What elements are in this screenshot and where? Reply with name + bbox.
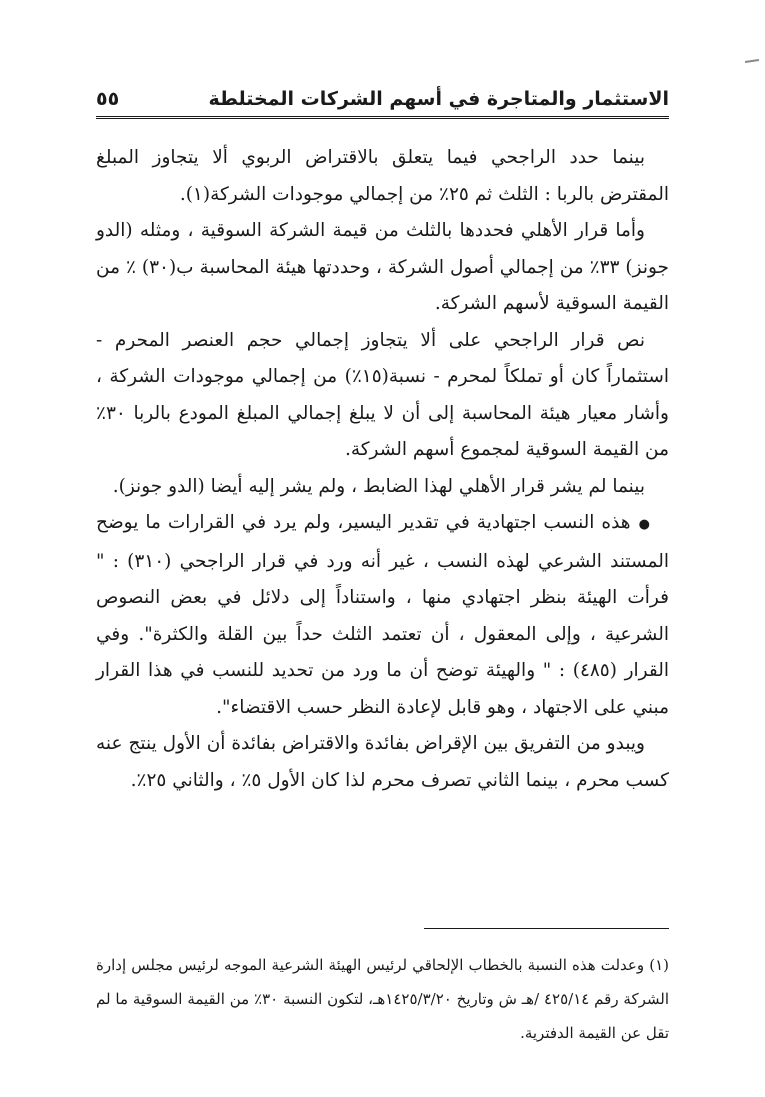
page-header bbox=[96, 70, 669, 119]
paragraph: وأما قرار الأهلي فحددها بالثلث من قيمة الشركة السوقية ، ومثله (الدو جونز) ٣٣٪ من إجمالي أصول الشركة ، وحددتها هيئة المحاسبة ب(٣٠) ٪ من القيمة السوقية لأسهم الشركة. bbox=[96, 220, 669, 314]
scan-mark bbox=[745, 59, 759, 63]
footnote-separator bbox=[424, 928, 669, 929]
paragraph: بينما حدد الراجحي فيما يتعلق بالاقتراض الربوي ألا يتجاوز المبلغ المقترض بالربا : الثلث ثم ٢٥٪ من إجمالي موجودات الشركة(١). bbox=[96, 147, 669, 205]
paragraph: بينما لم يشر قرار الأهلي لهذا الضابط ، ولم يشر إليه أيضا (الدو جونز). bbox=[112, 475, 645, 497]
body-text bbox=[96, 140, 669, 799]
bullet-icon: ● bbox=[638, 517, 651, 532]
page-number: ٥٥ bbox=[96, 88, 120, 110]
bullet-paragraph bbox=[96, 505, 669, 726]
paragraph: ويبدو من التفريق بين الإقراض بفائدة والاقتراض بفائدة أن الأول ينتج عنه كسب محرم ، بينما الثاني تصرف محرم لذا كان الأول ٥٪ ، والثاني ٢٥٪. bbox=[96, 733, 669, 791]
paragraph: نص قرار الراجحي على ألا يتجاوز إجمالي حجم العنصر المحرم - استثماراً كان أو تملكاً لمحرم - نسبة(١٥٪) من إجمالي موجودات الشركة ، وأشار معيار هيئة المحاسبة إلى أن لا يبلغ إجمالي المبلغ المودع بالربا ٣٠٪ من القيمة السوقية لمجموع أسهم الشركة. bbox=[96, 329, 669, 460]
bullet-paragraph-text: هذه النسب اجتهادية في تقدير اليسير، ولم يرد في القرارات ما يوضح المستند الشرعي لهذه النسب ، غير أنه ورد في قرار الراجحي (٣١٠) : " فرأت الهيئة بنظر اجتهادي منها ، واستناداً إلى دلائل في بعض النصوص الشرعية ، وإلى المعقول ، أن تعتمد الثلث حداً بين القلة والكثرة". وفي القرار (٤٨٥) : " والهيئة توضح أن ما ورد من تحديد للنسب في هذا القرار مبني على الاجتهاد ، وهو قابل لإعادة النظر حسب الاقتضاء". bbox=[96, 512, 669, 718]
footnote bbox=[96, 948, 669, 1050]
footnote-text: (١) وعدلت هذه النسبة بالخطاب الإلحاقي لرئيس الهيئة الشرعية الموجه لرئيس مجلس إدارة الشركة رقم ٤٢٥/١٤ /هـ ش وتاريخ ١٤٢٥/٣/٢٠هـ، لتكون النسبة ٣٠٪ من القيمة السوقية ما لم تقل عن القيمة الدفترية. bbox=[96, 956, 670, 1042]
running-title: الاستثمار والمتاجرة في أسهم الشركات المختلطة bbox=[208, 88, 669, 110]
